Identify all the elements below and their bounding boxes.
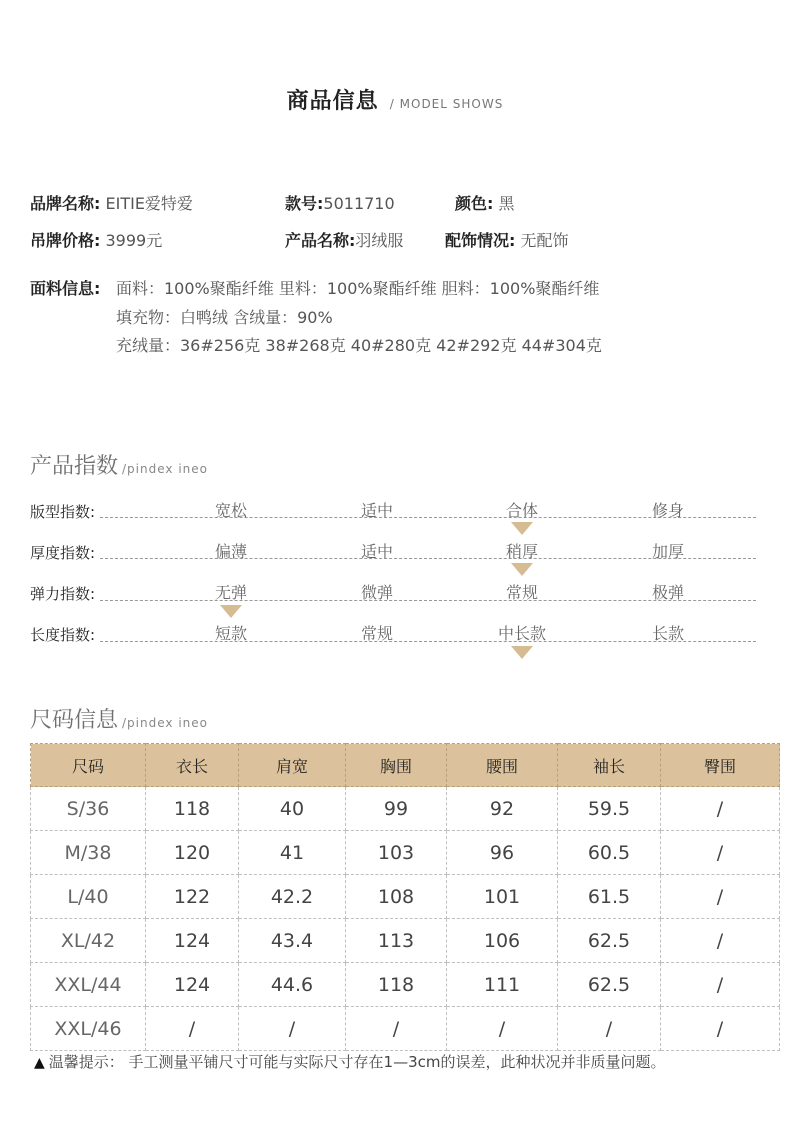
accessory-value: 无配饰 [515,231,569,250]
size-value-cell: 59.5 [558,787,661,831]
size-value-cell: 124 [146,919,239,963]
size-value-cell: 41 [239,831,346,875]
size-header-cell: 胸围 [346,744,447,787]
size-section-title [30,703,208,734]
index-option: 适中 [360,542,393,561]
product-name-label: 产品名称: [285,231,356,250]
size-header-cell: 腰围 [447,744,558,787]
brand-label: 品牌名称: [30,194,101,213]
brand-value: EITIE爱特爱 [100,194,193,213]
index-section-title [30,449,208,480]
fill-weight-line: 充绒量：36#256克 38#268克 40#280克 42#292克 44#304克 [116,336,602,355]
fabric-label: 面料信息: [30,279,101,298]
size-label-cell: XL/42 [31,919,146,963]
size-subtitle: /pindex ineo [122,716,208,730]
size-value-cell: / [661,963,780,1007]
size-header-cell: 衣长 [146,744,239,787]
size-value-cell: / [661,787,780,831]
table-row [31,787,780,831]
index-selected-marker [511,522,533,535]
price-value: 3999元 [100,231,163,250]
index-option: 宽松 [214,501,247,520]
index-row-label: 长度指数: [30,626,96,644]
index-option: 短款 [214,624,247,643]
size-header-cell: 臀围 [661,744,780,787]
index-option: 常规 [505,583,538,602]
index-option: 稍厚 [505,542,538,561]
size-value-cell: 60.5 [558,831,661,875]
filling-line: 填充物：白鸭绒 含绒量：90% [116,308,333,327]
size-value-cell: 99 [346,787,447,831]
size-header-cell: 肩宽 [239,744,346,787]
size-value-cell: 43.4 [239,919,346,963]
table-row [31,831,780,875]
model-value: 5011710 [323,194,395,213]
index-selected-marker [511,563,533,576]
title-subtitle: / MODEL SHOWS [389,97,504,111]
index-option: 长款 [651,624,684,643]
warning-icon: ▲ [34,1055,45,1071]
size-value-cell: 62.5 [558,919,661,963]
index-option: 无弹 [214,583,247,602]
size-value-cell: 120 [146,831,239,875]
size-value-cell: / [346,1007,447,1051]
color-value: 黑 [493,194,515,213]
size-label-cell: XXL/46 [31,1007,146,1051]
index-option: 微弹 [360,583,393,602]
model-label: 款号: [285,194,324,213]
page-title [0,84,790,115]
size-value-cell: / [661,1007,780,1051]
size-table [30,743,780,1051]
table-row [31,963,780,1007]
model-field [285,191,395,214]
size-value-cell: / [447,1007,558,1051]
color-field [455,191,515,214]
index-option: 中长款 [497,624,546,643]
size-value-cell: 108 [346,875,447,919]
size-label-cell: L/40 [31,875,146,919]
size-value-cell: 124 [146,963,239,1007]
table-row [31,919,780,963]
size-title: 尺码信息 [30,708,119,733]
size-value-cell: 106 [447,919,558,963]
size-value-cell: 96 [447,831,558,875]
size-value-cell: 62.5 [558,963,661,1007]
product-name-field [285,228,403,251]
size-value-cell: 118 [346,963,447,1007]
index-option: 极弹 [651,583,684,602]
size-value-cell: / [239,1007,346,1051]
size-value-cell: 92 [447,787,558,831]
size-value-cell: 111 [447,963,558,1007]
index-row-label: 厚度指数: [30,544,96,562]
product-name-value: 羽绒服 [355,231,404,250]
size-value-cell: 42.2 [239,875,346,919]
size-value-cell: 113 [346,919,447,963]
size-value-cell: / [661,919,780,963]
index-title: 产品指数 [30,454,119,479]
size-label-cell: XXL/44 [31,963,146,1007]
color-label: 颜色: [455,194,494,213]
size-value-cell: / [661,875,780,919]
size-value-cell: / [146,1007,239,1051]
size-value-cell: 44.6 [239,963,346,1007]
brand-field [30,191,193,214]
size-value-cell: 103 [346,831,447,875]
table-row [31,1007,780,1051]
tip-note [34,1051,666,1072]
index-row-label: 弹力指数: [30,585,96,603]
size-label-cell: M/38 [31,831,146,875]
accessory-label: 配饰情况: [445,231,516,250]
index-selected-marker [511,646,533,659]
title-main: 商品信息 [286,89,379,114]
index-subtitle: /pindex ineo [122,462,208,476]
table-row [31,875,780,919]
index-selected-marker [220,605,242,618]
index-option: 偏薄 [214,542,247,561]
index-option: 常规 [360,624,393,643]
size-value-cell: 101 [447,875,558,919]
price-field [30,228,162,251]
tip-text: 温馨提示： 手工测量平铺尺寸可能与实际尺寸存在1—3cm的误差，此种状况并非质量问题。 [48,1053,666,1071]
size-value-cell: 118 [146,787,239,831]
index-row-label: 版型指数: [30,503,96,521]
size-label-cell: S/36 [31,787,146,831]
accessory-field [445,228,569,251]
size-value-cell: / [558,1007,661,1051]
index-option: 修身 [651,501,684,520]
size-table-header [31,744,780,787]
index-option: 适中 [360,501,393,520]
size-value-cell: 122 [146,875,239,919]
size-header-cell: 尺码 [31,744,146,787]
size-value-cell: 40 [239,787,346,831]
index-option: 加厚 [651,542,684,561]
size-value-cell: 61.5 [558,875,661,919]
size-header-cell: 袖长 [558,744,661,787]
fabric-line: 面料：100%聚酯纤维 里料：100%聚酯纤维 胆料：100%聚酯纤维 [116,279,600,298]
size-value-cell: / [661,831,780,875]
price-label: 吊牌价格: [30,231,101,250]
index-option: 合体 [505,501,538,520]
